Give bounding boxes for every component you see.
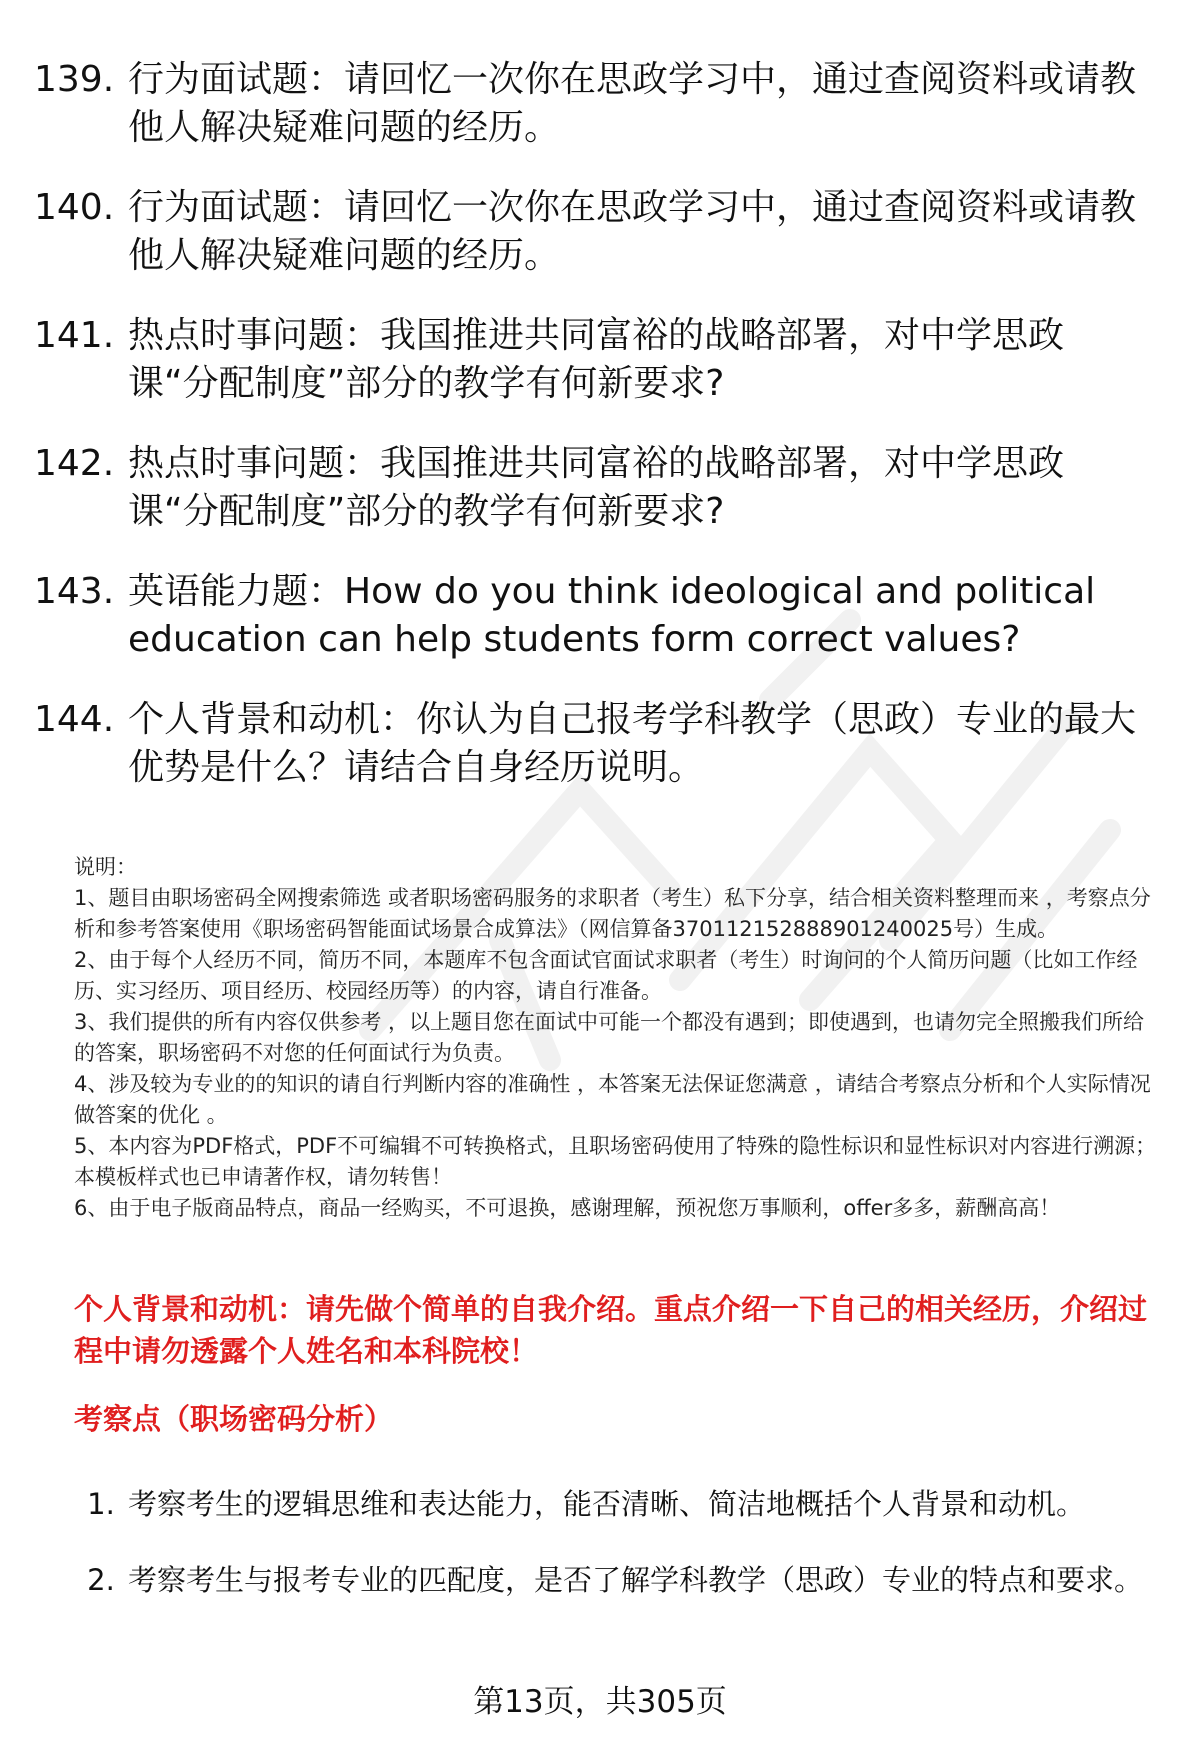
analysis-point — [74, 1550, 1164, 1610]
note-item: 3、我们提供的所有内容仅供参考 ，以上题目您在面试中可能一个都没有遇到；即使遇到，也请勿完全照搬我们所给的答案，职场密码不对您的任何面试行为负责。 — [74, 1010, 1145, 1065]
notes-title: 说明： — [74, 855, 137, 879]
note-item: 1、题目由职场密码全网搜索筛选 或者职场密码服务的求职者（考生）私下分享，结合相关资料整理而来 ，考察点分析和参考答案使用《职场密码智能面试场景合成算法》（网信算备370112152888901240025号）生成。 — [74, 886, 1151, 941]
question-number: 143. — [34, 571, 115, 612]
highlight-question: 个人背景和动机：请先做个简单的自我介绍。重点介绍一下自己的相关经历，介绍过程中请勿透露个人姓名和本科院校！ — [74, 1292, 1148, 1368]
question-number: 140. — [34, 187, 115, 228]
note-item: 4、涉及较为专业的的知识的请自行判断内容的准确性 ，本答案无法保证您满意 ，请结合考察点分析和个人实际情况做答案的优化 。 — [74, 1072, 1151, 1127]
question-text: 行为面试题：请回忆一次你在思政学习中，通过查阅资料或请教他人解决疑难问题的经历。 — [128, 187, 1137, 276]
question-item — [34, 312, 1154, 408]
analysis-heading: 考察点（职场密码分析） — [74, 1402, 394, 1436]
question-number: 139. — [34, 59, 115, 100]
notes-section — [74, 852, 1164, 1224]
analysis-point-number: 1. — [87, 1487, 115, 1521]
question-item — [34, 56, 1154, 152]
question-item — [34, 696, 1154, 792]
question-number: 144. — [34, 699, 115, 740]
question-text: 热点时事问题：我国推进共同富裕的战略部署，对中学思政课“分配制度”部分的教学有何新要求? — [128, 315, 1065, 404]
question-text: 行为面试题：请回忆一次你在思政学习中，通过查阅资料或请教他人解决疑难问题的经历。 — [128, 59, 1137, 148]
page-footer: 第13页，共305页 — [473, 1684, 727, 1720]
analysis-point-text: 考察考生的逻辑思维和表达能力，能否清晰、简洁地概括个人背景和动机。 — [128, 1487, 1086, 1521]
question-item — [34, 440, 1154, 536]
question-text: 热点时事问题：我国推进共同富裕的战略部署，对中学思政课“分配制度”部分的教学有何新要求? — [128, 443, 1065, 532]
question-list — [34, 56, 1154, 824]
question-item — [34, 568, 1154, 664]
note-item: 5、本内容为PDF格式，PDF不可编辑不可转换格式，且职场密码使用了特殊的隐性标识和显性标识对内容进行溯源；本模板样式也已申请著作权，请勿转售！ — [74, 1134, 1157, 1189]
note-item: 2、由于每个人经历不同，简历不同，本题库不包含面试官面试求职者（考生）时询问的个人简历问题（比如工作经历、实习经历、项目经历、校园经历等）的内容，请自行准备。 — [74, 948, 1138, 1003]
question-number: 141. — [34, 315, 115, 356]
question-number: 142. — [34, 443, 115, 484]
question-text: 个人背景和动机：你认为自己报考学科教学（思政）专业的最大优势是什么？请结合自身经历说明。 — [128, 699, 1137, 788]
analysis-point — [74, 1474, 1164, 1534]
question-text: 英语能力题：How do you think ideological and political education can help students form correct values? — [128, 571, 1096, 660]
analysis-point-number: 2. — [87, 1563, 115, 1597]
analysis-point-text: 考察考生与报考专业的匹配度，是否了解学科教学（思政）专业的特点和要求。 — [128, 1563, 1144, 1597]
note-item: 6、由于电子版商品特点，商品一经购买，不可退换，感谢理解，预祝您万事顺利，offer多多，薪酬高高！ — [74, 1196, 1061, 1220]
question-item — [34, 184, 1154, 280]
analysis-points — [74, 1474, 1164, 1626]
